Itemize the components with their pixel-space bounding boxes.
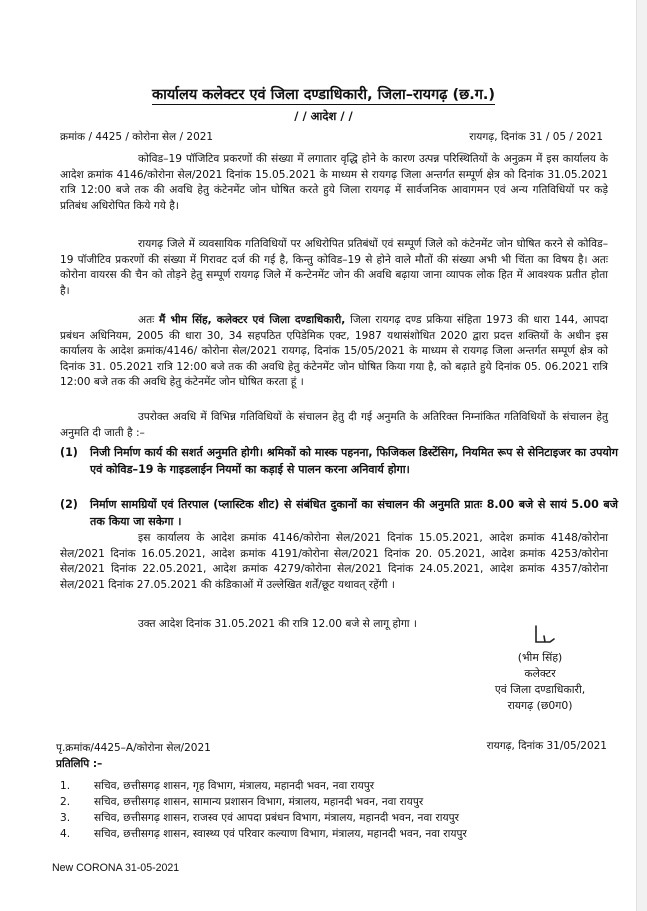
office-title [0,86,647,104]
paragraph-3-rest: जिला रायगढ़ दण्ड प्रकिया संहिता 1973 की धारा 144, आपदा प्रबंधन अधिनियम, 2005 की धारा 30, 34 सहपठित एपिडेमिक एक्ट, 1987 यथासंशोधित 2020 द्वारा प्रदत्त शक्तियों के अधीन इस कार्यालय के आदेश क्रमांक/4146/ कोरोना सेल/2021 रायगढ़, दिनांक 15/05/2021 के माध्यम से रायगढ़ जिला अन्तर्गत सम्पूर्ण क्षेत्र को दिनांक 31. 05.2021 रात्रि 12:00 बजे तक की अवधि हेतु कंटेनमेंट जोन घोषित किया गया है, को बढ़ाते हुये दिनांक 05. 06.2021 रात्रि 12:00 बजे तक की अवधि हेतु कंटेनमेंट जोन घोषित करता हूं । [60,314,609,389]
condition-number: (2) [60,498,78,511]
recipient-number: 4. [60,828,71,840]
order-number: क्रमांक / 4425 / कोरोना सेल / 2021 [60,131,214,143]
authority-name: मैं भीम सिंह, कलेक्टर एवं जिला दण्डाधिकारी, [159,314,346,326]
recipient-number: 1. [60,780,71,792]
signatory-office: एवं जिला दण्डाधिकारी, [494,683,586,696]
signature-block [470,650,610,714]
recipient-text: सचिव, छत्तीसगढ़ शासन, सामान्य प्रशासन विभाग, मंत्रालय, महानदी भवन, नवा रायपुर [94,796,424,808]
condition-text: निजी निर्माण कार्य की सशर्त अनुमति होगी। श्रमिकों को मास्क पहनना, फिजिकल डिस्टेंसिग, नियमित रूप से सेनिटाइजर का उपयोग एवं कोविड–19 के गाइडलाईन नियमों का कड़ाई से पालन करना अनिवार्य होगा। [90,446,618,476]
paragraph-1: कोविड–19 पॉजिटिव प्रकरणों की संख्या में लगातार वृद्धि होने के कारण उत्पन्न परिस्थितियों के अनुक्रम में इस कार्यालय के आदेश क्रमांक 4146/कोरोना सेल/2021 दिनांक 15.05.2021 के माध्यम से रायगढ़ जिला अन्तर्गत सम्पूर्ण क्षेत्र को दिनांक 31.05.2021 रात्रि 12:00 बजे तक की अवधि हेतु कंटेनमेंट जोन घोषित करते हुये जिला रायगढ़ में सार्वजनिक आवागमन एवं अन्य गतिविधियों पर कड़े प्रतिबंध अधिरोपित किये गये है। [60,153,608,212]
recipient-text: सचिव, छत्तीसगढ़ शासन, राजस्व एवं आपदा प्रबंधन विभाग, मंत्रालय, महानदी भवन, नवा रायपुर [94,812,460,824]
effective-statement: उक्त आदेश दिनांक 31.05.2021 की रात्रि 12.00 बजे से लागू होगा । [138,618,417,630]
office-title-text: कार्यालय कलेक्टर एवं जिला दण्डाधिकारी, जिला–रायगढ़ (छ.ग.) [151,87,496,103]
endorsement-number: पृ.क्रमांक/4425–A/कोरोना सेल/2021 [56,742,211,754]
closing-paragraph: इस कार्यालय के आदेश क्रमांक 4146/कोरोना सेल/2021 दिनांक 15.05.2021, आदेश क्रमांक 4148/कोरोना सेल/2021 दिनांक 16.05.2021, आदेश क्रमांक 4191/कोरोना सेल/2021 दिनांक 20. 05.2021, आदेश क्रमांक 4253/कोरोना सेल/2021 दिनांक 22.05.2021, आदेश क्रमांक 4279/कोरोना सेल/2021 दिनांक 24.05.2021, आदेश क्रमांक 4357/कोरोना सेल/2021 दिनांक 27.05.2021 की कंडिकाओं में उल्लेखित शर्तें/छूट यथावत् रहेंगी । [60,532,608,591]
paragraph-4: उपरोक्त अवधि में विभिन्न गतिविधियों के संचालन हेतु दी गई अनुमति के अतिरिक्त निम्नांकित गतिविधियों के संचालन हेतु अनुमति दी जाती है :– [60,411,608,439]
recipient-text: सचिव, छत्तीसगढ़ शासन, स्वास्थ्य एवं परिवार कल्याण विभाग, मंत्रालय, महानदी भवन, नवा रायपुर [94,828,467,840]
signatory-place: रायगढ़ (छ0ग0) [507,699,573,712]
signatory-name: (भीम सिंह) [517,651,563,664]
condition-text: निर्माण सामग्रियों एवं तिरपाल (प्लास्टिक शीट) से संबंधित दुकानों का संचालन की अनुमति प्रातः 8.00 बजे से सायं 5.00 बजे तक किया जा सकेगा । [90,498,618,528]
recipient-number: 2. [60,796,71,808]
paragraph-3-prefix: अतः [138,314,160,326]
signatory-designation: कलेक्टर [524,667,556,680]
copy-label: प्रतिलिपि :– [56,758,103,770]
document-footer: New CORONA 31-05-2021 [52,862,180,874]
paragraph-2: रायगढ़ जिले में व्यवसायिक गतिविधियों पर अधिरोपित प्रतिबंधों एवं सम्पूर्ण जिले को कंटेनमेंट जोन घोषित करने से कोविड–19 पॉजीटिव प्रकरणों की संख्या में गिरावट दर्ज की गई है, किन्तु कोविड–19 से होने वाले मौतों की संख्या अभी भी चिंता का विषय है। अतः कोरोना वायरस की चैन को तोड़ने हेतु सम्पूर्ण रायगढ़ जिले में कन्टेनमेंट जोन की अवधि बढ़ाया जाना व्यापक लोक हित में आवश्यक प्रतीत होता है। [60,238,608,297]
signature-mark [528,624,564,650]
order-date: रायगढ़, दिनांक 31 / 05 / 2021 [469,131,603,143]
paragraph-3 [60,313,608,391]
recipient-number: 3. [60,812,71,824]
endorsement-date: रायगढ़, दिनांक 31/05/2021 [486,740,607,752]
order-heading: / / आदेश / / [294,109,353,123]
page-edge-strip [636,0,647,911]
condition-number: (1) [60,446,78,459]
recipient-text: सचिव, छत्तीसगढ़ शासन, गृह विभाग, मंत्रालय, महानदी भवन, नवा रायपुर [94,780,375,792]
